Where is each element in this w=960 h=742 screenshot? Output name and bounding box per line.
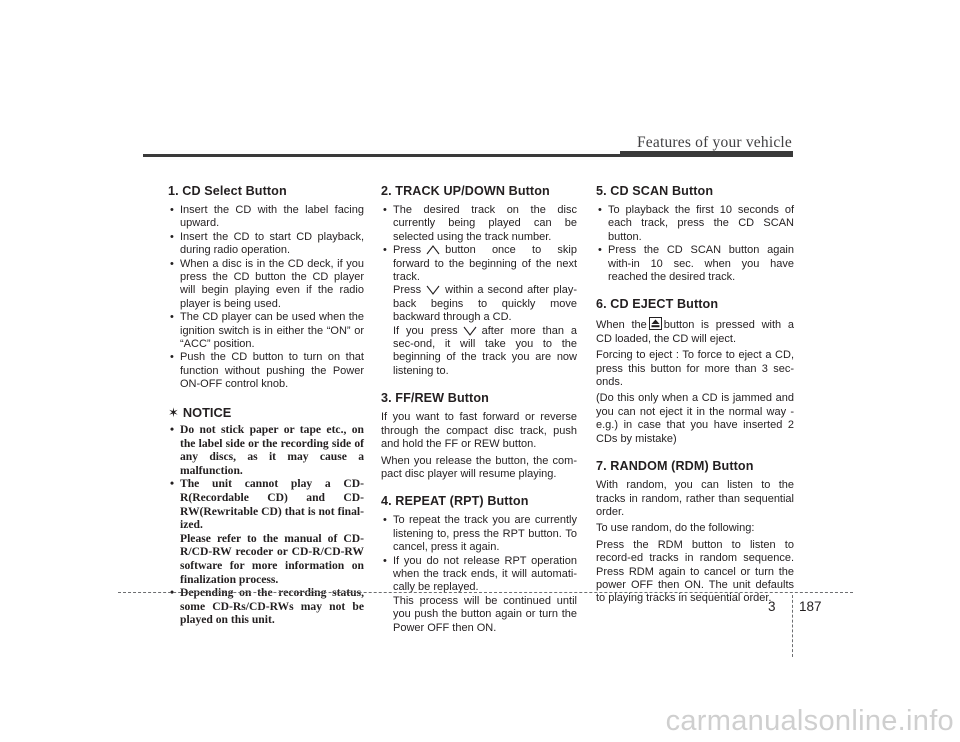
press-text: within a second after play-back begins to quickly move backward through a CD. <box>393 284 577 324</box>
list-item: • Push the CD button to turn on that function without pushing the Power ON-OFF control knob. <box>168 351 364 391</box>
eject-text: When the <box>596 319 647 332</box>
page-header-title: Features of your vehicle <box>636 134 792 151</box>
eject-heading: 6. CD EJECT Button <box>596 297 719 312</box>
header-tab <box>620 151 793 157</box>
list-item: • The CD player can be used when the ignition switch is in either the “ON” or “ACC” position. <box>168 311 364 351</box>
eject-paragraph <box>596 317 794 346</box>
repeat-list <box>381 514 577 635</box>
press-text: after more than a sec-ond, it will take you to the beginning of the track you are now listening to. <box>393 324 577 377</box>
ff-rew-paragraph: If you want to fast forward or reverse through the compact disc track, push and hold the FF or REW button. <box>381 411 577 451</box>
list-item: • If you do not release RPT operation when the track ends, it will automati-cally be replayed. <box>381 555 577 595</box>
list-item: • Depending on the recording status, some CD-Rs/CD-RWs may not be played on this unit. <box>168 586 364 627</box>
scan-list <box>596 204 794 284</box>
list-item: • When a disc is in the CD deck, if you press the CD button the CD player will begin playing even if the radio player is being used. <box>168 258 364 312</box>
footer-rule <box>118 592 853 593</box>
track-list <box>381 204 577 378</box>
list-item <box>381 284 577 324</box>
notice-title: NOTICE <box>182 404 232 420</box>
track-heading: 2. TRACK UP/DOWN Button <box>381 184 550 198</box>
track-up-icon <box>426 245 440 255</box>
scan-heading: 5. CD SCAN Button <box>596 184 714 198</box>
list-item: • Do not stick paper or tape etc., on the label side or the recording side of any discs, as it may cause a malfunction. <box>168 423 364 477</box>
footer-vertical-rule <box>792 595 793 657</box>
eject-paragraph: Forcing to eject : To force to eject a CD, press this button for more than 3 sec-onds. <box>596 349 794 389</box>
track-down-icon <box>426 285 440 295</box>
watermark: carmanualsonline.info <box>665 705 954 737</box>
list-item: This process will be continued until you push the button again or turn the Power OFF then ON. <box>393 594 577 634</box>
notice-header <box>168 406 364 419</box>
list-item <box>381 325 577 379</box>
list-item: Please refer to the manual of CD-R/CD-RW recoder or CD-R/CD-RW software for more information on finalization process. <box>180 531 364 586</box>
press-text: If you press <box>393 324 458 337</box>
press-text: Press <box>393 284 422 297</box>
column-3 <box>596 184 794 609</box>
random-paragraph: Press the RDM button to listen to record-ed tracks in random sequence. Press RDM again to cancel or turn the power OFF then ON. The unit defaults to playing tracks in sequential order. <box>596 538 794 605</box>
column-1 <box>168 184 364 627</box>
random-paragraph: To use random, do the following: <box>596 522 755 535</box>
notice-list <box>168 423 364 627</box>
repeat-heading: 4. REPEAT (RPT) Button <box>381 494 529 509</box>
list-item: • To repeat the track you are currently listening to, press the RPT button. To cancel, press it again. <box>381 514 577 554</box>
cd-select-list <box>168 204 364 392</box>
list-item <box>381 244 577 284</box>
list-item: • Press the CD SCAN button again with-in 10 sec. when you have reached the desired track. <box>596 244 794 284</box>
eject-icon <box>649 317 662 330</box>
random-heading: 7. RANDOM (RDM) Button <box>596 459 754 474</box>
press-text: button once to skip forward to the beginning of the next track. <box>393 244 577 284</box>
press-text: Press <box>393 244 422 257</box>
list-item: • Insert the CD to start CD playback, during radio operation. <box>168 231 364 258</box>
random-paragraph: With random, you can listen to the tracks in random, rather than sequential order. <box>596 479 794 518</box>
column-2 <box>381 184 577 635</box>
ff-rew-paragraph: When you release the button, the com-pact disc player will resume playing. <box>381 454 577 480</box>
cd-select-heading: 1. CD Select Button <box>168 184 287 198</box>
list-item: • The desired track on the disc currently being played can be selected using the track number. <box>381 204 577 244</box>
chapter-number: 3 <box>768 599 776 614</box>
eject-paragraph: (Do this only when a CD is jammed and you can not eject it in the normal way - e.g.) in case that you have inserted 2 CDs by mistake) <box>596 392 794 445</box>
track-down-icon <box>463 326 477 336</box>
page-number: 187 <box>799 599 822 614</box>
list-item: • The unit cannot play a CD-R(Recordable CD) and CD-RW(Rewritable CD) that is not final-ized. <box>168 477 364 531</box>
notice-star-icon: ✶ <box>168 404 179 420</box>
ff-rew-heading: 3. FF/REW Button <box>381 391 489 406</box>
list-item: • Insert the CD with the label facing upward. <box>168 204 364 231</box>
list-item: • To playback the first 10 seconds of each track, press the CD SCAN button. <box>596 204 794 244</box>
eject-text: button is pressed with a CD loaded, the CD will eject. <box>596 319 794 345</box>
